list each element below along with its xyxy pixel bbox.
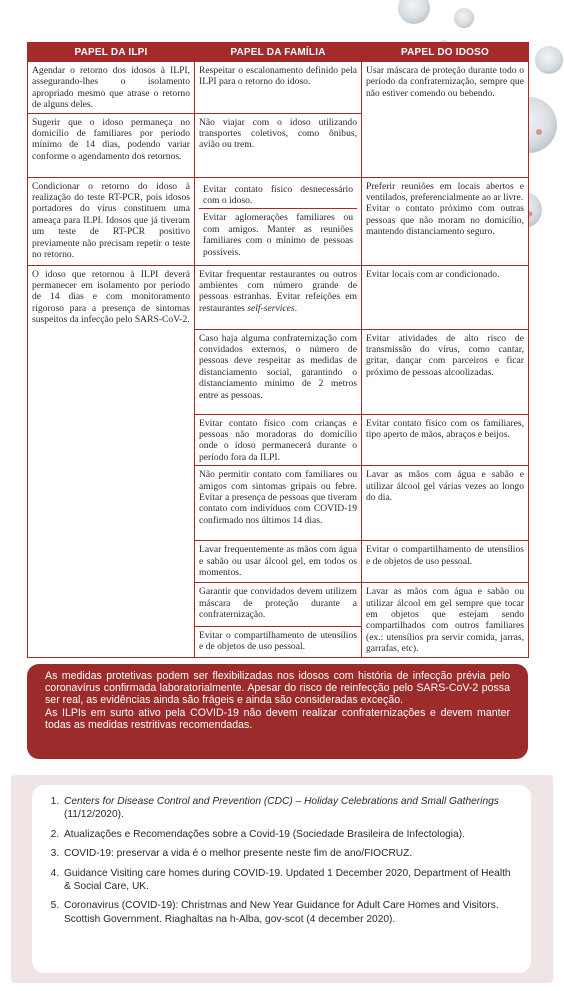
familia-cell: Evitar contato físico com crianças e pessoas não moradoras do domicílio onde o idoso permanecerá durante o período fora da ILPI. [195, 414, 362, 466]
familia-cell: Evitar frequentar restaurantes ou outros ambientes com número grande de pessoas estranhas. Evitar refeições em restaurantes self-services. [195, 265, 362, 329]
references-box [32, 785, 531, 973]
idoso-cell: Evitar o compartilhamento de utensílios e de objetos de uso pessoal. [362, 541, 529, 583]
idoso-cell: Lavar as mãos com água e sabão e utilizar álcool gel várias vezes ao longo do dia. [362, 466, 529, 541]
recommendations-table [27, 42, 529, 658]
reference-item: 3. COVID-19: preservar a vida é o melhor presente neste fim de ano/FIOCRUZ. [62, 847, 517, 860]
idoso-cell: Evitar contato físico com os familiares, tipo aperto de mãos, abraços e beijos. [362, 414, 529, 466]
idoso-cell: Usar máscara de proteção durante todo o período da confraternização, sempre que não estiver comendo ou bebendo. [362, 62, 529, 178]
table-row [28, 177, 529, 265]
idoso-cell [362, 177, 529, 265]
header-familia: PAPEL DA FAMÍLIA [195, 43, 362, 62]
note-paragraph: As medidas protetivas podem ser flexibilizadas nos idosos com história de infecção prévia pelo coronavírus confirmada laboratorialmente. Apesar do risco de reinfecção pelo SARS-CoV-2 possa ser real, as evidências ainda são frágeis e ainda são consideradas exceção. [45, 670, 510, 707]
table-row [28, 62, 529, 114]
reference-item: 1. Centers for Disease Control and Prevention (CDC) – Holiday Celebrations and Small Gatherings (11/12/2020). [62, 795, 517, 822]
header-ilpi: PAPEL DA ILPI [28, 43, 195, 62]
recommendations-table-container [27, 42, 528, 658]
references-list [44, 795, 517, 926]
familia-cell: Não viajar com o idoso utilizando transportes coletivos, como ônibus, avião ou trem. [195, 113, 362, 177]
note-paragraph: As ILPIs em surto ativo pela COVID-19 não devem realizar confraternizações e devem manter todas as medidas restritivas recomendadas. [45, 706, 510, 731]
familia-cell: Garantir que convidados devem utilizem máscara de proteção durante a confraternização. [195, 583, 362, 626]
ilpi-cell: Condicionar o retorno do idoso à realização do teste RT-PCR, pois idosos portadores do vírus constituem uma ameaça para ILPI. Idosos que já tiveram um teste de RT-PCR positivo previamente não precisam repetir o teste no retorno. [28, 177, 195, 265]
idoso-item: Evitar o contato próximo com outras pessoas que não moram no domicílio, mantendo distanciamento seguro. [366, 203, 524, 238]
familia-cell: Evitar o compartilhamento de utensílios e de objetos de uso pessoal. [195, 626, 362, 657]
familia-cell: Caso haja alguma confraternização com convidados externos, o número de pessoas deve respeitar as medidas de distanciamento social, garantindo o distanciamento mínimo de 2 metros entre as pessoas. [195, 329, 362, 414]
reference-item: 2. Atualizações e Recomendações sobre a Covid-19 (Sociedade Brasileira de Infectologia). [62, 828, 517, 841]
header-idoso: PAPEL DO IDOSO [362, 43, 529, 62]
familia-cell: Respeitar o escalonamento definido pela ILPI para o retorno do idoso. [195, 62, 362, 114]
idoso-item: Preferir reuniões em locais abertos e ventilados, preferencialmente ao ar livre. [366, 180, 524, 204]
ilpi-cell: O idoso que retornou à ILPI deverá permanecer em isolamento por período de 14 dias e com monitoramento rigoroso para a presença de sintomas suspeitos da infecção pelo SARS-CoV-2. [28, 265, 195, 657]
reference-item: 5. Coronavirus (COVID-19): Christmas and New Year Guidance for Adult Care Homes and Visitors. Scottish Government. Riaghaltas na h-Alba, gov-scot (4 december 2020). [62, 899, 517, 926]
familia-item: Evitar aglomerações familiares ou com amigos. Manter as reuniões familiares com o mínimo de pessoas possíveis. [199, 208, 357, 260]
idoso-cell: Evitar locais com ar condicionado. [362, 265, 529, 329]
ilpi-cell: Agendar o retorno dos idosos à ILPI, assegurando-lhes o isolamento apropriado mesmo que atrase o retorno de alguns deles. [28, 62, 195, 114]
idoso-cell: Evitar atividades de alto risco de transmissão do vírus, como cantar, gritar, dançar com parceiros e ficar próximo de pessoas alcoolizadas. [362, 329, 529, 414]
ilpi-cell: Sugerir que o idoso permaneça no domicílio de familiares por período mínimo de 14 dias, podendo variar conforme o agendamento dos retornos. [28, 113, 195, 177]
familia-cell: Não permitir contato com familiares ou amigos com sintomas gripais ou febre. Evitar a presença de pessoas que tiveram contato com indivíduos com COVID-19 confirmado nos últimos 14 dias. [195, 466, 362, 541]
idoso-cell: Lavar as mãos com água e sabão ou utilizar álcool em gel sempre que tocar em objetos que estejam sendo compartilhados com outros familiares (ex.: utensílios pra servir comida, jarras, garrafas, etc). [362, 583, 529, 657]
familia-cell: Lavar frequentemente as mãos com água e sabão ou usar álcool gel, em todos os momentos. [195, 541, 362, 583]
familia-cell [195, 177, 362, 265]
reference-item: 4. Guidance Visiting care homes during COVID-19. Updated 1 December 2020, Department of Health & Social Care, UK. [62, 867, 517, 894]
note-box [27, 664, 528, 759]
familia-item: Evitar contato físico desnecessário com o idoso. [203, 183, 353, 207]
table-row [28, 265, 529, 329]
